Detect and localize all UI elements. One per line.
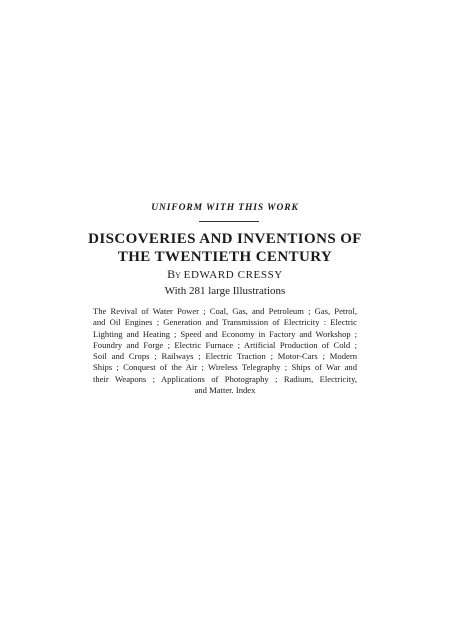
author-line bbox=[0, 267, 450, 282]
book-title-line-2: THE TWENTIETH CENTURY bbox=[117, 249, 333, 265]
contents-line: and Matter. Index bbox=[194, 385, 256, 396]
contents-line: Ships ; Conquest of the Air ; Wireless Telegraphy ; Ships of War and bbox=[93, 362, 357, 373]
by-label: By bbox=[167, 267, 181, 281]
uniform-with-this-work-label: UNIFORM WITH THIS WORK bbox=[151, 203, 299, 213]
contents-line: and Oil Engines ; Generation and Transmission of Electricity : Electric bbox=[93, 317, 357, 328]
book-title-line-1: DISCOVERIES AND INVENTIONS OF bbox=[88, 231, 362, 247]
illustrations-note: With 281 large Illustrations bbox=[164, 285, 286, 297]
contents-line: Foundry and Forge ; Electric Furnace ; Artificial Production of Cold ; bbox=[93, 339, 357, 350]
contents-line: their Weapons ; Applications of Photography ; Radium, Electricity, bbox=[93, 373, 357, 384]
contents-line: Soil and Crops ; Railways ; Electric Traction ; Motor-Cars ; Modern bbox=[93, 351, 357, 362]
book-title bbox=[0, 230, 450, 266]
contents-summary bbox=[93, 306, 357, 396]
author-name: EDWARD CRESSY bbox=[183, 269, 283, 281]
contents-line: Lighting and Heating ; Speed and Economy in Factory and Workshop ; bbox=[93, 328, 357, 339]
divider-rule bbox=[199, 221, 259, 222]
contents-line: The Revival of Water Power ; Coal, Gas, and Petroleum ; Gas, Petrol, bbox=[93, 306, 357, 316]
